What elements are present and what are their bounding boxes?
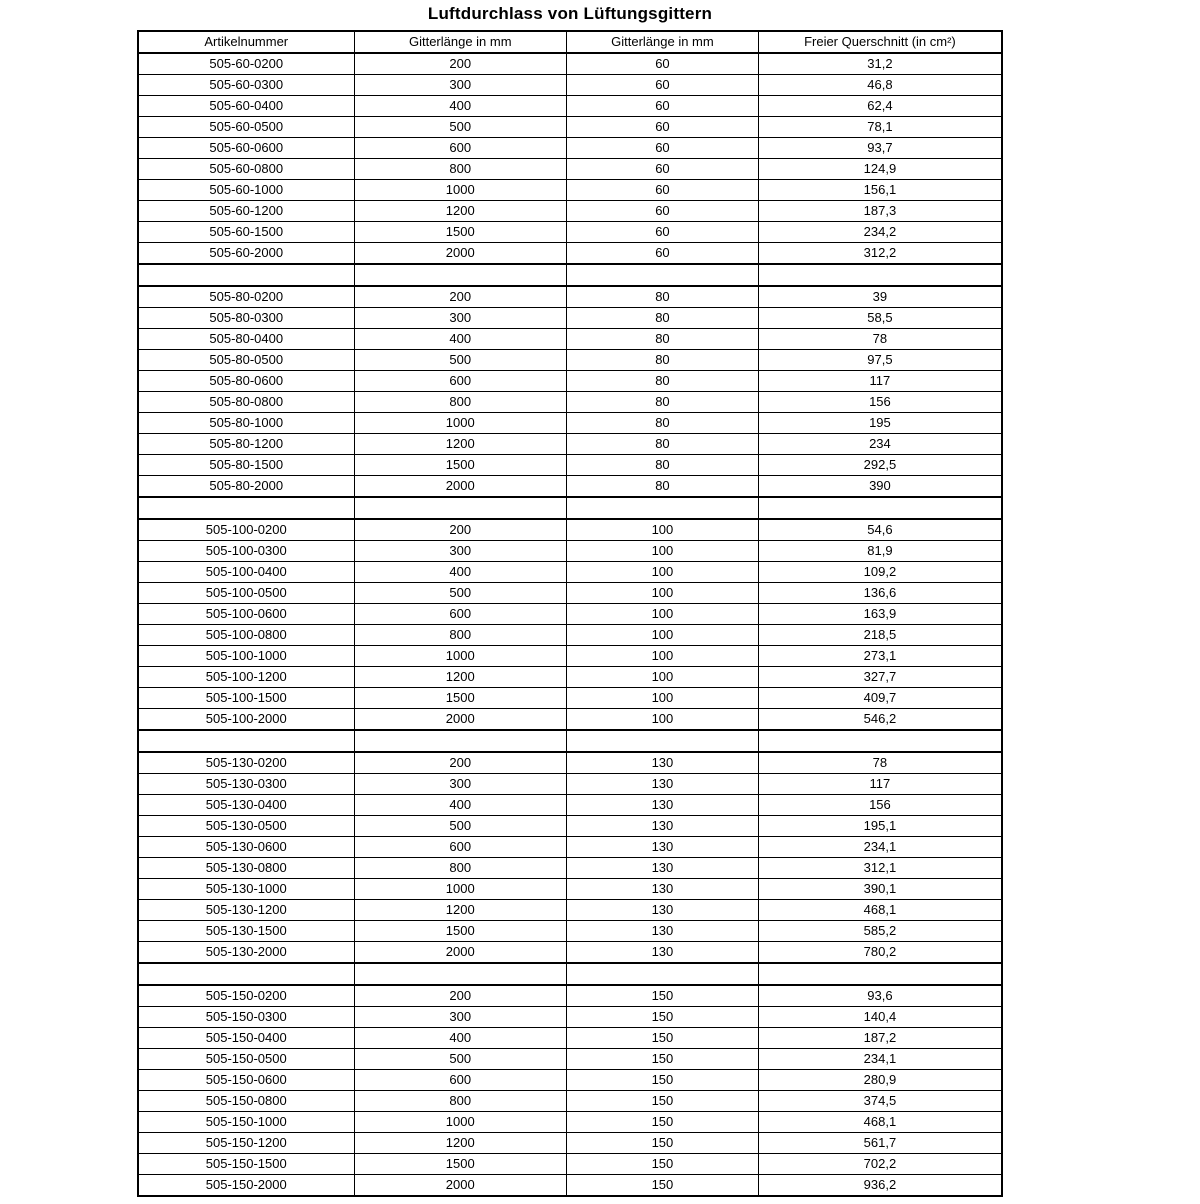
header-gitterlaenge-2: Gitterlänge in mm [567, 31, 759, 53]
empty-cell [758, 730, 1002, 752]
table-row [138, 371, 1002, 392]
table-row [138, 519, 1002, 541]
table-row [138, 900, 1002, 921]
table-cell: 800 [354, 625, 567, 646]
empty-cell [354, 963, 567, 985]
table-cell: 585,2 [758, 921, 1002, 942]
table-cell: 292,5 [758, 455, 1002, 476]
table-cell: 163,9 [758, 604, 1002, 625]
table-cell: 400 [354, 96, 567, 117]
table-cell: 234 [758, 434, 1002, 455]
table-cell: 2000 [354, 1175, 567, 1197]
table-row [138, 541, 1002, 562]
table-cell: 78,1 [758, 117, 1002, 138]
table-cell: 80 [567, 329, 759, 350]
table-cell: 505-100-0200 [138, 519, 354, 541]
table-cell: 505-80-1200 [138, 434, 354, 455]
table-row [138, 413, 1002, 434]
table-cell: 100 [567, 583, 759, 604]
table-cell: 505-130-1500 [138, 921, 354, 942]
table-cell: 130 [567, 752, 759, 774]
table-cell: 1500 [354, 222, 567, 243]
table-cell: 505-80-1500 [138, 455, 354, 476]
table-cell: 81,9 [758, 541, 1002, 562]
table-cell: 300 [354, 75, 567, 96]
table-cell: 1000 [354, 1112, 567, 1133]
table-cell: 409,7 [758, 688, 1002, 709]
table-cell: 505-60-0300 [138, 75, 354, 96]
table-cell: 500 [354, 350, 567, 371]
table-cell: 505-60-0600 [138, 138, 354, 159]
table-row [138, 604, 1002, 625]
table-cell: 500 [354, 1049, 567, 1070]
table-row [138, 392, 1002, 413]
table-cell: 300 [354, 774, 567, 795]
header-gitterlaenge-1: Gitterlänge in mm [354, 31, 567, 53]
table-cell: 195 [758, 413, 1002, 434]
table-cell: 2000 [354, 476, 567, 498]
table-row [138, 942, 1002, 964]
table-cell: 80 [567, 392, 759, 413]
table-cell: 80 [567, 413, 759, 434]
separator-row [138, 497, 1002, 519]
table-cell: 1000 [354, 879, 567, 900]
table-row [138, 816, 1002, 837]
table-cell: 54,6 [758, 519, 1002, 541]
table-cell: 100 [567, 646, 759, 667]
table-row [138, 1133, 1002, 1154]
table-cell: 80 [567, 286, 759, 308]
table-cell: 130 [567, 942, 759, 964]
table-row [138, 795, 1002, 816]
table-cell: 500 [354, 117, 567, 138]
table-cell: 505-150-2000 [138, 1175, 354, 1197]
table-cell: 234,2 [758, 222, 1002, 243]
table-cell: 1500 [354, 455, 567, 476]
table-cell: 60 [567, 222, 759, 243]
table-row [138, 329, 1002, 350]
table-cell: 505-60-1500 [138, 222, 354, 243]
table-cell: 780,2 [758, 942, 1002, 964]
table-row [138, 243, 1002, 265]
table-cell: 505-150-1000 [138, 1112, 354, 1133]
table-cell: 312,2 [758, 243, 1002, 265]
table-cell: 312,1 [758, 858, 1002, 879]
table-cell: 1000 [354, 646, 567, 667]
table-cell: 130 [567, 795, 759, 816]
table-row [138, 1091, 1002, 1112]
table-cell: 505-100-1200 [138, 667, 354, 688]
table-cell: 1000 [354, 413, 567, 434]
table-cell: 1500 [354, 1154, 567, 1175]
airflow-table [137, 30, 1003, 1197]
empty-cell [567, 963, 759, 985]
table-cell: 505-60-0400 [138, 96, 354, 117]
table-cell: 505-150-0600 [138, 1070, 354, 1091]
table-row [138, 921, 1002, 942]
table-row [138, 583, 1002, 604]
table-row [138, 625, 1002, 646]
table-cell: 150 [567, 1175, 759, 1197]
table-cell: 80 [567, 371, 759, 392]
table-cell: 505-130-0500 [138, 816, 354, 837]
table-row [138, 1154, 1002, 1175]
table-cell: 187,3 [758, 201, 1002, 222]
table-cell: 100 [567, 709, 759, 731]
table-cell: 505-150-1200 [138, 1133, 354, 1154]
table-row [138, 434, 1002, 455]
table-cell: 93,7 [758, 138, 1002, 159]
table-cell: 93,6 [758, 985, 1002, 1007]
table-cell: 280,9 [758, 1070, 1002, 1091]
empty-cell [138, 497, 354, 519]
table-cell: 100 [567, 562, 759, 583]
table-cell: 505-130-1200 [138, 900, 354, 921]
table-cell: 150 [567, 1028, 759, 1049]
table-cell: 505-130-0300 [138, 774, 354, 795]
table-cell: 505-80-0300 [138, 308, 354, 329]
table-cell: 505-100-1500 [138, 688, 354, 709]
table-cell: 546,2 [758, 709, 1002, 731]
table-cell: 1200 [354, 667, 567, 688]
table-cell: 505-100-0400 [138, 562, 354, 583]
table-cell: 1200 [354, 900, 567, 921]
table-cell: 505-130-0800 [138, 858, 354, 879]
table-cell: 505-100-0600 [138, 604, 354, 625]
table-row [138, 75, 1002, 96]
table-cell: 1500 [354, 688, 567, 709]
table-cell: 600 [354, 1070, 567, 1091]
table-cell: 505-80-0600 [138, 371, 354, 392]
table-cell: 505-130-0400 [138, 795, 354, 816]
table-cell: 400 [354, 795, 567, 816]
table-row [138, 201, 1002, 222]
table-cell: 505-60-0500 [138, 117, 354, 138]
table-cell: 400 [354, 562, 567, 583]
table-row [138, 117, 1002, 138]
table-cell: 500 [354, 583, 567, 604]
table-cell: 117 [758, 371, 1002, 392]
table-cell: 200 [354, 53, 567, 75]
separator-row [138, 963, 1002, 985]
table-row [138, 308, 1002, 329]
table-cell: 150 [567, 1070, 759, 1091]
table-cell: 156 [758, 392, 1002, 413]
table-cell: 117 [758, 774, 1002, 795]
table-row [138, 985, 1002, 1007]
table-cell: 390,1 [758, 879, 1002, 900]
table-cell: 702,2 [758, 1154, 1002, 1175]
table-cell: 150 [567, 985, 759, 1007]
table-row [138, 222, 1002, 243]
table-cell: 505-150-0800 [138, 1091, 354, 1112]
table-row [138, 858, 1002, 879]
table-cell: 400 [354, 329, 567, 350]
table-cell: 60 [567, 96, 759, 117]
table-cell: 140,4 [758, 1007, 1002, 1028]
table-cell: 80 [567, 434, 759, 455]
table-row [138, 1007, 1002, 1028]
table-cell: 130 [567, 816, 759, 837]
table-cell: 200 [354, 286, 567, 308]
empty-cell [758, 264, 1002, 286]
table-cell: 936,2 [758, 1175, 1002, 1197]
table-cell: 800 [354, 159, 567, 180]
table-cell: 80 [567, 476, 759, 498]
table-cell: 505-100-1000 [138, 646, 354, 667]
table-cell: 39 [758, 286, 1002, 308]
header-artikelnummer: Artikelnummer [138, 31, 354, 53]
table-cell: 78 [758, 752, 1002, 774]
table-cell: 80 [567, 308, 759, 329]
table-cell: 300 [354, 541, 567, 562]
table-cell: 505-150-1500 [138, 1154, 354, 1175]
table-cell: 300 [354, 1007, 567, 1028]
table-cell: 80 [567, 350, 759, 371]
table-cell: 600 [354, 138, 567, 159]
empty-cell [354, 264, 567, 286]
table-cell: 218,5 [758, 625, 1002, 646]
empty-cell [758, 963, 1002, 985]
header-freier-querschnitt: Freier Querschnitt (in cm²) [758, 31, 1002, 53]
table-cell: 150 [567, 1112, 759, 1133]
table-cell: 500 [354, 816, 567, 837]
table-cell: 505-150-0500 [138, 1049, 354, 1070]
table-cell: 505-80-0400 [138, 329, 354, 350]
table-cell: 1500 [354, 921, 567, 942]
table-cell: 2000 [354, 243, 567, 265]
table-cell: 800 [354, 392, 567, 413]
table-cell: 31,2 [758, 53, 1002, 75]
table-cell: 130 [567, 921, 759, 942]
table-cell: 156 [758, 795, 1002, 816]
table-cell: 505-100-0800 [138, 625, 354, 646]
table-cell: 374,5 [758, 1091, 1002, 1112]
table-cell: 561,7 [758, 1133, 1002, 1154]
table-cell: 505-100-0300 [138, 541, 354, 562]
table-row [138, 709, 1002, 731]
table-cell: 327,7 [758, 667, 1002, 688]
empty-cell [567, 497, 759, 519]
table-cell: 200 [354, 519, 567, 541]
table-cell: 505-150-0200 [138, 985, 354, 1007]
table-cell: 505-150-0400 [138, 1028, 354, 1049]
table-cell: 62,4 [758, 96, 1002, 117]
table-row [138, 455, 1002, 476]
table-cell: 505-80-2000 [138, 476, 354, 498]
table-cell: 2000 [354, 942, 567, 964]
table-cell: 60 [567, 159, 759, 180]
table-cell: 300 [354, 308, 567, 329]
table-row [138, 1028, 1002, 1049]
table-cell: 200 [354, 985, 567, 1007]
table-cell: 187,2 [758, 1028, 1002, 1049]
table-cell: 130 [567, 837, 759, 858]
table-row [138, 1070, 1002, 1091]
table-cell: 468,1 [758, 900, 1002, 921]
table-cell: 60 [567, 138, 759, 159]
table-cell: 505-130-1000 [138, 879, 354, 900]
table-row [138, 350, 1002, 371]
table-cell: 600 [354, 371, 567, 392]
table-cell: 2000 [354, 709, 567, 731]
table-cell: 97,5 [758, 350, 1002, 371]
table-cell: 505-60-0800 [138, 159, 354, 180]
table-cell: 400 [354, 1028, 567, 1049]
table-row [138, 138, 1002, 159]
table-cell: 60 [567, 117, 759, 138]
empty-cell [138, 963, 354, 985]
table-row [138, 1049, 1002, 1070]
table-cell: 156,1 [758, 180, 1002, 201]
empty-cell [138, 730, 354, 752]
table-row [138, 476, 1002, 498]
table-cell: 505-130-2000 [138, 942, 354, 964]
empty-cell [138, 264, 354, 286]
separator-row [138, 264, 1002, 286]
table-cell: 505-80-1000 [138, 413, 354, 434]
table-cell: 273,1 [758, 646, 1002, 667]
table-cell: 195,1 [758, 816, 1002, 837]
table-cell: 468,1 [758, 1112, 1002, 1133]
table-row [138, 562, 1002, 583]
table-cell: 130 [567, 774, 759, 795]
table-cell: 505-150-0300 [138, 1007, 354, 1028]
table-row [138, 286, 1002, 308]
table-cell: 150 [567, 1007, 759, 1028]
table-cell: 130 [567, 858, 759, 879]
table-cell: 100 [567, 667, 759, 688]
table-cell: 800 [354, 858, 567, 879]
table-cell: 150 [567, 1133, 759, 1154]
table-row [138, 96, 1002, 117]
header-row [138, 31, 1002, 53]
table-cell: 505-80-0200 [138, 286, 354, 308]
table-row [138, 879, 1002, 900]
table-cell: 505-80-0800 [138, 392, 354, 413]
empty-cell [567, 730, 759, 752]
document-page [137, 4, 1003, 1197]
table-cell: 505-60-0200 [138, 53, 354, 75]
table-title: Luftdurchlass von Lüftungsgittern [427, 4, 713, 23]
table-row [138, 646, 1002, 667]
table-cell: 60 [567, 243, 759, 265]
table-cell: 100 [567, 541, 759, 562]
table-row [138, 1175, 1002, 1197]
table-cell: 234,1 [758, 837, 1002, 858]
table-cell: 505-100-2000 [138, 709, 354, 731]
table-cell: 78 [758, 329, 1002, 350]
table-cell: 234,1 [758, 1049, 1002, 1070]
table-cell: 1000 [354, 180, 567, 201]
table-cell: 124,9 [758, 159, 1002, 180]
table-cell: 100 [567, 604, 759, 625]
table-cell: 505-80-0500 [138, 350, 354, 371]
table-cell: 1200 [354, 434, 567, 455]
table-cell: 60 [567, 201, 759, 222]
table-cell: 150 [567, 1091, 759, 1112]
table-row [138, 1112, 1002, 1133]
table-cell: 505-60-1200 [138, 201, 354, 222]
table-row [138, 53, 1002, 75]
table-cell: 130 [567, 879, 759, 900]
separator-row [138, 730, 1002, 752]
table-cell: 505-60-2000 [138, 243, 354, 265]
table-cell: 800 [354, 1091, 567, 1112]
table-cell: 58,5 [758, 308, 1002, 329]
empty-cell [354, 730, 567, 752]
table-cell: 200 [354, 752, 567, 774]
table-cell: 60 [567, 180, 759, 201]
table-cell: 130 [567, 900, 759, 921]
table-cell: 136,6 [758, 583, 1002, 604]
table-cell: 600 [354, 604, 567, 625]
table-cell: 100 [567, 688, 759, 709]
table-cell: 60 [567, 53, 759, 75]
table-cell: 150 [567, 1154, 759, 1175]
table-row [138, 774, 1002, 795]
table-cell: 505-130-0600 [138, 837, 354, 858]
table-body [138, 53, 1002, 1196]
empty-cell [354, 497, 567, 519]
table-row [138, 752, 1002, 774]
table-cell: 1200 [354, 1133, 567, 1154]
table-cell: 505-60-1000 [138, 180, 354, 201]
table-cell: 505-130-0200 [138, 752, 354, 774]
table-cell: 1200 [354, 201, 567, 222]
table-cell: 109,2 [758, 562, 1002, 583]
table-row [138, 180, 1002, 201]
table-row [138, 667, 1002, 688]
table-cell: 100 [567, 625, 759, 646]
table-row [138, 688, 1002, 709]
empty-cell [758, 497, 1002, 519]
table-cell: 600 [354, 837, 567, 858]
table-cell: 60 [567, 75, 759, 96]
table-row [138, 159, 1002, 180]
table-cell: 46,8 [758, 75, 1002, 96]
table-cell: 80 [567, 455, 759, 476]
empty-cell [567, 264, 759, 286]
table-cell: 100 [567, 519, 759, 541]
table-row [138, 837, 1002, 858]
table-cell: 150 [567, 1049, 759, 1070]
table-cell: 505-100-0500 [138, 583, 354, 604]
table-cell: 390 [758, 476, 1002, 498]
